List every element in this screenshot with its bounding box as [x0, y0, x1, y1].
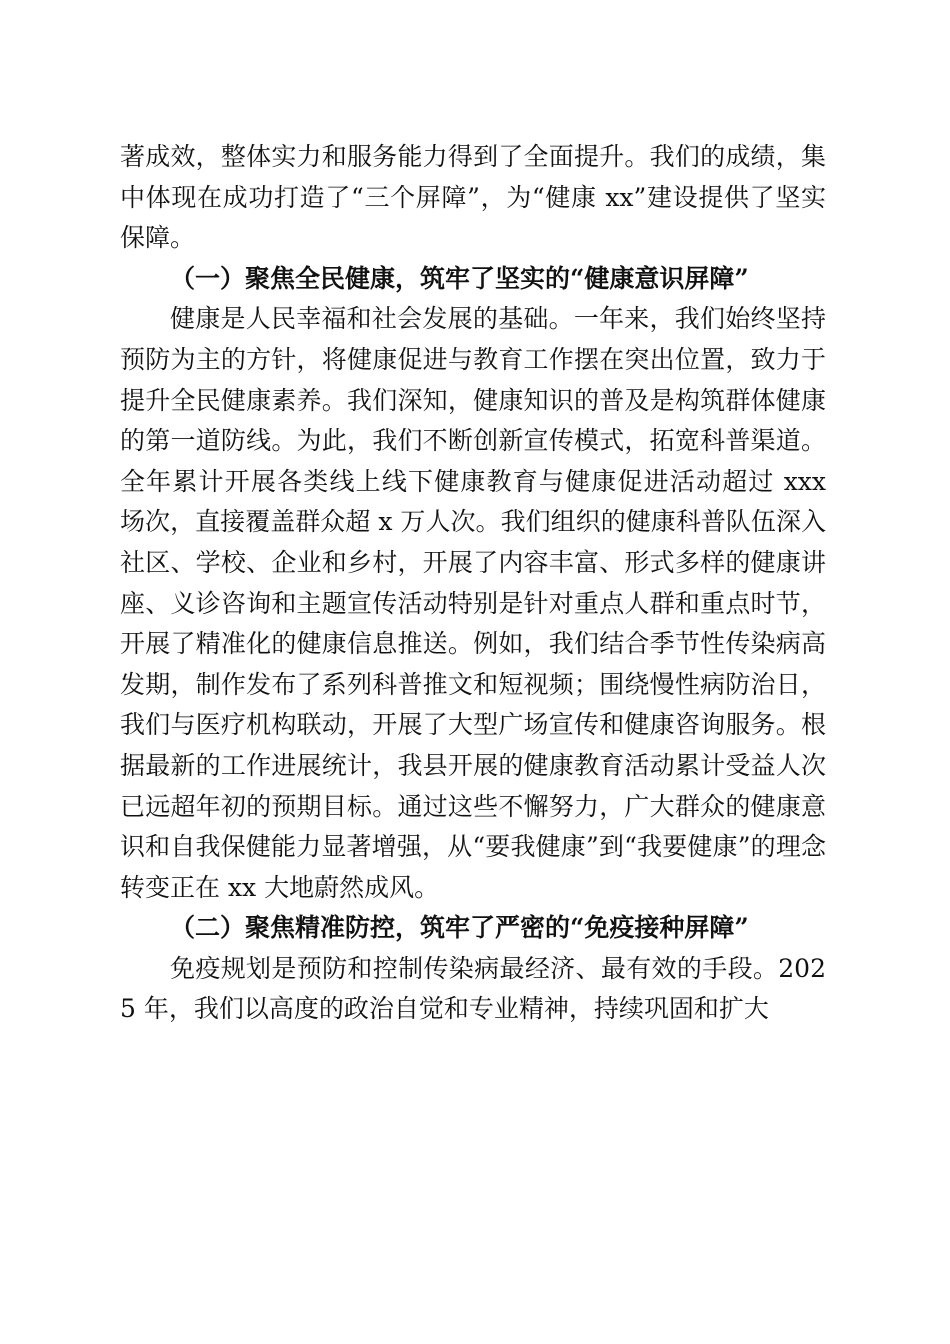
paragraph-continuation: 著成效，整体实力和服务能力得到了全面提升。我们的成绩，集中体现在成功打造了“三个屏障”，为“健康 xx”建设提供了坚实保障。	[120, 142, 826, 253]
document-body	[120, 137, 826, 1030]
paragraph-immunization: 免疫规划是预防和控制传染病最经济、最有效的手段。2025 年，我们以高度的政治自觉和专业精神，持续巩固和扩大	[120, 953, 826, 1024]
section-heading-1: （一）聚焦全民健康，筑牢了坚实的“健康意识屏障”	[170, 263, 749, 293]
paragraph-health-awareness: 健康是人民幸福和社会发展的基础。一年来，我们始终坚持预防为主的方针，将健康促进与教育工作摆在突出位置，致力于提升全民健康素养。我们深知，健康知识的普及是构筑群体健康的第一道防线。为此，我们不断创新宣传模式，拓宽科普渠道。全年累计开展各类线上线下健康教育与健康促进活动超过 xxx 场次，直接覆盖群众超 x 万人次。我们组织的健康科普队伍深入社区、学校、企业和乡村，开展了内容丰富、形式多样的健康讲座、义诊咨询和主题宣传活动特别是针对重点人群和重点时节，开展了精准化的健康信息推送。例如，我们结合季节性传染病高发期，制作发布了系列科普推文和短视频；围绕慢性病防治日，我们与医疗机构联动，开展了大型广场宣传和健康咨询服务。根据最新的工作进展统计，我县开展的健康教育活动累计受益人次已远超年初的预期目标。通过这些不懈努力，广大群众的健康意识和自我保健能力显著增强，从“要我健康”到“我要健康”的理念转变正在 xx 大地蔚然成风。	[120, 304, 826, 902]
section-heading-2: （二）聚焦精准防控，筑牢了严密的“免疫接种屏障”	[170, 913, 749, 943]
